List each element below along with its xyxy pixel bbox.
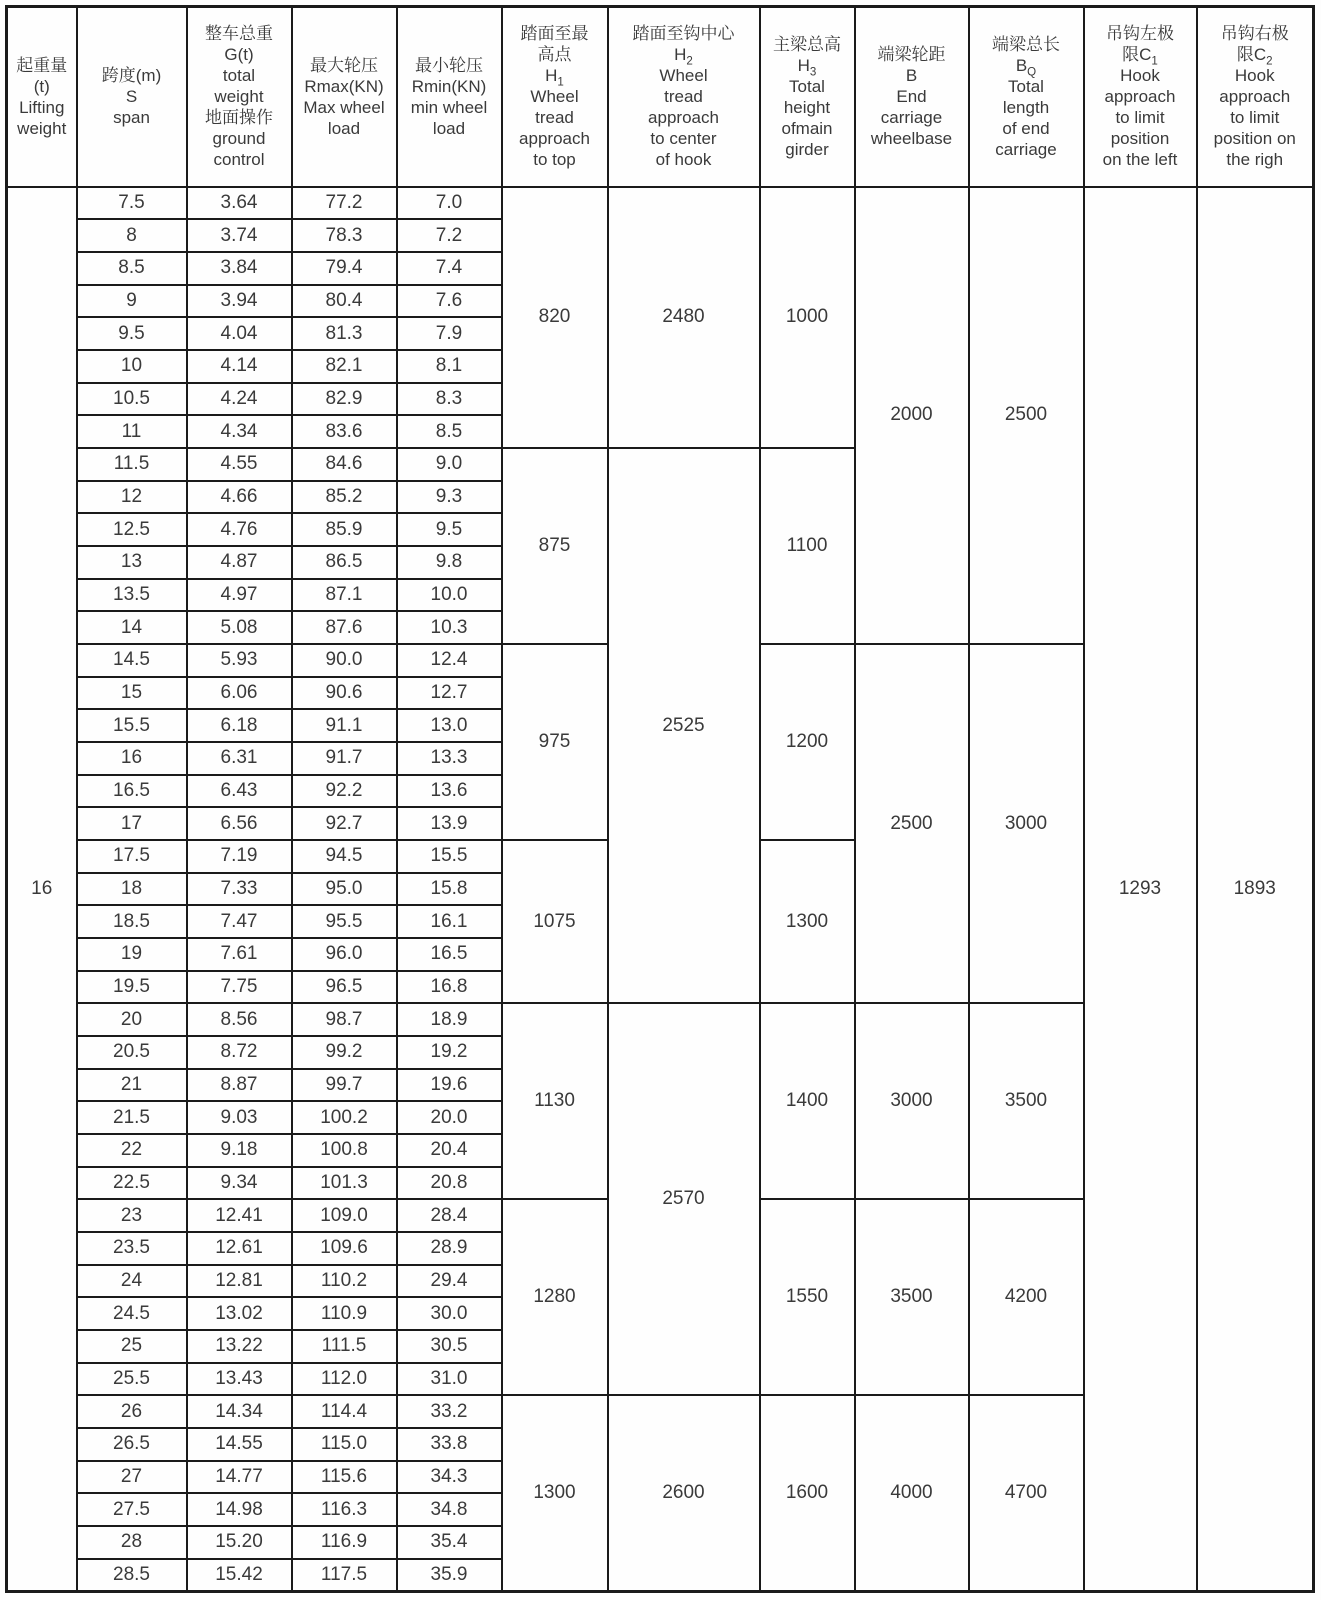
h1-merged-cell: 820 [502,187,608,448]
rmin-cell: 8.1 [397,350,502,383]
rmax-cell: 110.9 [292,1297,397,1330]
rmin-cell: 34.8 [397,1493,502,1526]
h3-merged-cell: 1000 [760,187,855,448]
span-cell: 21 [77,1069,187,1102]
rmax-cell: 87.6 [292,611,397,644]
span-cell: 13.5 [77,579,187,612]
total_weight-cell: 6.43 [187,775,292,808]
rmin-cell: 7.6 [397,285,502,318]
total_weight-cell: 9.18 [187,1134,292,1167]
lifting_weight-merged-cell: 16 [7,187,77,1592]
rmax-cell: 98.7 [292,1003,397,1036]
h2-merged-cell: 2570 [608,1003,760,1395]
total_weight-cell: 14.98 [187,1493,292,1526]
header-h2: 踏面至钩中心 $H_2$ Wheel tread approach to center of hook [608,7,760,187]
rmin-cell: 9.5 [397,513,502,546]
h3-merged-cell: 1400 [760,1003,855,1199]
rmax-cell: 96.0 [292,938,397,971]
span-cell: 10 [77,350,187,383]
total_weight-cell: 14.77 [187,1461,292,1494]
total_weight-cell: 4.14 [187,350,292,383]
h2-merged-cell: 2525 [608,448,760,1003]
h3-merged-cell: 1600 [760,1395,855,1591]
span-cell: 9 [77,285,187,318]
rmax-cell: 99.2 [292,1036,397,1069]
rmax-cell: 111.5 [292,1330,397,1363]
rmin-cell: 16.8 [397,971,502,1004]
rmin-cell: 10.0 [397,579,502,612]
h1-merged-cell: 875 [502,448,608,644]
header-lifting_weight: 起重量 (t) Lifting weight [7,7,77,187]
total_weight-cell: 4.55 [187,448,292,481]
rmin-cell: 19.6 [397,1069,502,1102]
h3-merged-cell: 1200 [760,644,855,840]
header-c1: 吊钩左极 限$C_1$ Hook approach to limit position on the left [1084,7,1197,187]
rmin-cell: 18.9 [397,1003,502,1036]
rmin-cell: 16.5 [397,938,502,971]
h1-merged-cell: 1280 [502,1199,608,1395]
bq-merged-cell: 4200 [969,1199,1084,1395]
header-h3: 主梁总高 $H_3$ Total height ofmain girder [760,7,855,187]
span-cell: 20 [77,1003,187,1036]
total_weight-cell: 5.93 [187,644,292,677]
span-cell: 26.5 [77,1428,187,1461]
total_weight-cell: 6.18 [187,709,292,742]
total_weight-cell: 7.75 [187,971,292,1004]
h3-merged-cell: 1100 [760,448,855,644]
header-h1: 踏面至最 高点 $H_1$ Wheel tread approach to top [502,7,608,187]
span-cell: 24 [77,1265,187,1298]
rmax-cell: 95.5 [292,905,397,938]
rmax-cell: 78.3 [292,219,397,252]
span-cell: 27.5 [77,1493,187,1526]
rmin-cell: 7.2 [397,219,502,252]
c1-merged-cell: 1293 [1084,187,1197,1592]
rmax-cell: 99.7 [292,1069,397,1102]
h1-merged-cell: 1075 [502,840,608,1003]
rmax-cell: 79.4 [292,252,397,285]
span-cell: 13 [77,546,187,579]
b-merged-cell: 3500 [855,1199,969,1395]
h2-merged-cell: 2480 [608,187,760,448]
span-cell: 20.5 [77,1036,187,1069]
total_weight-cell: 9.03 [187,1101,292,1134]
rmax-cell: 100.2 [292,1101,397,1134]
total_weight-cell: 3.84 [187,252,292,285]
rmax-cell: 84.6 [292,448,397,481]
rmin-cell: 12.7 [397,677,502,710]
span-cell: 14 [77,611,187,644]
total_weight-cell: 12.41 [187,1199,292,1232]
total_weight-cell: 6.56 [187,807,292,840]
total_weight-cell: 15.42 [187,1559,292,1592]
span-cell: 11.5 [77,448,187,481]
total_weight-cell: 4.76 [187,513,292,546]
rmax-cell: 116.3 [292,1493,397,1526]
rmin-cell: 30.5 [397,1330,502,1363]
span-cell: 28 [77,1526,187,1559]
rmax-cell: 90.0 [292,644,397,677]
rmin-cell: 20.8 [397,1167,502,1200]
total_weight-cell: 14.55 [187,1428,292,1461]
total_weight-cell: 8.72 [187,1036,292,1069]
rmin-cell: 13.9 [397,807,502,840]
total_weight-cell: 13.02 [187,1297,292,1330]
total_weight-cell: 7.61 [187,938,292,971]
rmin-cell: 28.9 [397,1232,502,1265]
span-cell: 25.5 [77,1363,187,1396]
header-total_weight: 整车总重 G(t) total weight 地面操作 ground control [187,7,292,187]
total_weight-cell: 4.97 [187,579,292,612]
rmin-cell: 9.3 [397,481,502,514]
rmax-cell: 110.2 [292,1265,397,1298]
rmin-cell: 31.0 [397,1363,502,1396]
header-c2: 吊钩右极 限$C_2$ Hook approach to limit position on the righ [1197,7,1314,187]
b-merged-cell: 2500 [855,644,969,1003]
rmin-cell: 9.0 [397,448,502,481]
rmax-cell: 92.7 [292,807,397,840]
rmax-cell: 109.0 [292,1199,397,1232]
rmax-cell: 81.3 [292,317,397,350]
rmax-cell: 100.8 [292,1134,397,1167]
rmax-cell: 114.4 [292,1395,397,1428]
rmin-cell: 15.5 [397,840,502,873]
h2-merged-cell: 2600 [608,1395,760,1591]
rmax-cell: 117.5 [292,1559,397,1592]
rmax-cell: 86.5 [292,546,397,579]
rmin-cell: 33.2 [397,1395,502,1428]
span-cell: 26 [77,1395,187,1428]
bq-merged-cell: 3500 [969,1003,1084,1199]
crane-spec-table [5,5,1315,1593]
total_weight-cell: 12.61 [187,1232,292,1265]
span-cell: 17 [77,807,187,840]
h3-merged-cell: 1550 [760,1199,855,1395]
span-cell: 16 [77,742,187,775]
rmax-cell: 82.9 [292,383,397,416]
span-cell: 11 [77,415,187,448]
total_weight-cell: 6.31 [187,742,292,775]
rmin-cell: 12.4 [397,644,502,677]
total_weight-cell: 3.74 [187,219,292,252]
span-cell: 12.5 [77,513,187,546]
span-cell: 15 [77,677,187,710]
total_weight-cell: 4.04 [187,317,292,350]
span-cell: 12 [77,481,187,514]
rmin-cell: 7.0 [397,187,502,220]
total_weight-cell: 8.56 [187,1003,292,1036]
total_weight-cell: 4.34 [187,415,292,448]
span-cell: 18.5 [77,905,187,938]
rmin-cell: 13.6 [397,775,502,808]
rmax-cell: 77.2 [292,187,397,220]
rmin-cell: 33.8 [397,1428,502,1461]
rmax-cell: 91.1 [292,709,397,742]
header-rmin: 最小轮压 Rmin(KN) min wheel load [397,7,502,187]
rmax-cell: 87.1 [292,579,397,612]
total_weight-cell: 9.34 [187,1167,292,1200]
rmax-cell: 115.0 [292,1428,397,1461]
rmin-cell: 30.0 [397,1297,502,1330]
header-span: 跨度(m) S span [77,7,187,187]
span-cell: 17.5 [77,840,187,873]
rmax-cell: 85.2 [292,481,397,514]
rmax-cell: 101.3 [292,1167,397,1200]
total_weight-cell: 13.22 [187,1330,292,1363]
rmin-cell: 29.4 [397,1265,502,1298]
b-merged-cell: 3000 [855,1003,969,1199]
rmin-cell: 15.8 [397,873,502,906]
total_weight-cell: 7.47 [187,905,292,938]
h1-merged-cell: 1130 [502,1003,608,1199]
total_weight-cell: 4.87 [187,546,292,579]
b-merged-cell: 4000 [855,1395,969,1591]
rmax-cell: 90.6 [292,677,397,710]
header-bq: 端梁总长 $B_Q$ Total length of end carriage [969,7,1084,187]
span-cell: 23 [77,1199,187,1232]
rmin-cell: 8.5 [397,415,502,448]
rmin-cell: 34.3 [397,1461,502,1494]
b-merged-cell: 2000 [855,187,969,644]
rmin-cell: 28.4 [397,1199,502,1232]
table-row [7,187,1314,220]
h3-merged-cell: 1300 [760,840,855,1003]
rmin-cell: 20.0 [397,1101,502,1134]
span-cell: 10.5 [77,383,187,416]
span-cell: 24.5 [77,1297,187,1330]
span-cell: 15.5 [77,709,187,742]
rmin-cell: 19.2 [397,1036,502,1069]
rmax-cell: 95.0 [292,873,397,906]
total_weight-cell: 6.06 [187,677,292,710]
span-cell: 23.5 [77,1232,187,1265]
rmax-cell: 85.9 [292,513,397,546]
h1-merged-cell: 1300 [502,1395,608,1591]
h1-merged-cell: 975 [502,644,608,840]
rmax-cell: 94.5 [292,840,397,873]
rmin-cell: 10.3 [397,611,502,644]
total_weight-cell: 15.20 [187,1526,292,1559]
rmax-cell: 112.0 [292,1363,397,1396]
total_weight-cell: 8.87 [187,1069,292,1102]
total_weight-cell: 7.33 [187,873,292,906]
total_weight-cell: 7.19 [187,840,292,873]
rmax-cell: 115.6 [292,1461,397,1494]
bq-merged-cell: 3000 [969,644,1084,1003]
rmax-cell: 96.5 [292,971,397,1004]
span-cell: 27 [77,1461,187,1494]
total_weight-cell: 14.34 [187,1395,292,1428]
rmax-cell: 82.1 [292,350,397,383]
rmin-cell: 16.1 [397,905,502,938]
rmax-cell: 109.6 [292,1232,397,1265]
rmin-cell: 9.8 [397,546,502,579]
total_weight-cell: 5.08 [187,611,292,644]
span-cell: 19.5 [77,971,187,1004]
span-cell: 28.5 [77,1559,187,1592]
rmin-cell: 13.3 [397,742,502,775]
rmax-cell: 116.9 [292,1526,397,1559]
total_weight-cell: 3.94 [187,285,292,318]
rmax-cell: 91.7 [292,742,397,775]
rmin-cell: 7.9 [397,317,502,350]
span-cell: 8 [77,219,187,252]
span-cell: 16.5 [77,775,187,808]
total_weight-cell: 4.66 [187,481,292,514]
rmax-cell: 80.4 [292,285,397,318]
rmin-cell: 35.9 [397,1559,502,1592]
span-cell: 19 [77,938,187,971]
rmin-cell: 20.4 [397,1134,502,1167]
header-b: 端梁轮距 B End carriage wheelbase [855,7,969,187]
total_weight-cell: 13.43 [187,1363,292,1396]
rmin-cell: 35.4 [397,1526,502,1559]
bq-merged-cell: 2500 [969,187,1084,644]
span-cell: 8.5 [77,252,187,285]
total_weight-cell: 3.64 [187,187,292,220]
rmax-cell: 92.2 [292,775,397,808]
c2-merged-cell: 1893 [1197,187,1314,1592]
span-cell: 21.5 [77,1101,187,1134]
total_weight-cell: 12.81 [187,1265,292,1298]
span-cell: 9.5 [77,317,187,350]
rmin-cell: 7.4 [397,252,502,285]
span-cell: 22 [77,1134,187,1167]
header-rmax: 最大轮压 Rmax(KN) Max wheel load [292,7,397,187]
span-cell: 7.5 [77,187,187,220]
rmin-cell: 13.0 [397,709,502,742]
bq-merged-cell: 4700 [969,1395,1084,1591]
rmax-cell: 83.6 [292,415,397,448]
header-row [7,7,1314,187]
total_weight-cell: 4.24 [187,383,292,416]
span-cell: 14.5 [77,644,187,677]
rmin-cell: 8.3 [397,383,502,416]
span-cell: 18 [77,873,187,906]
span-cell: 22.5 [77,1167,187,1200]
span-cell: 25 [77,1330,187,1363]
